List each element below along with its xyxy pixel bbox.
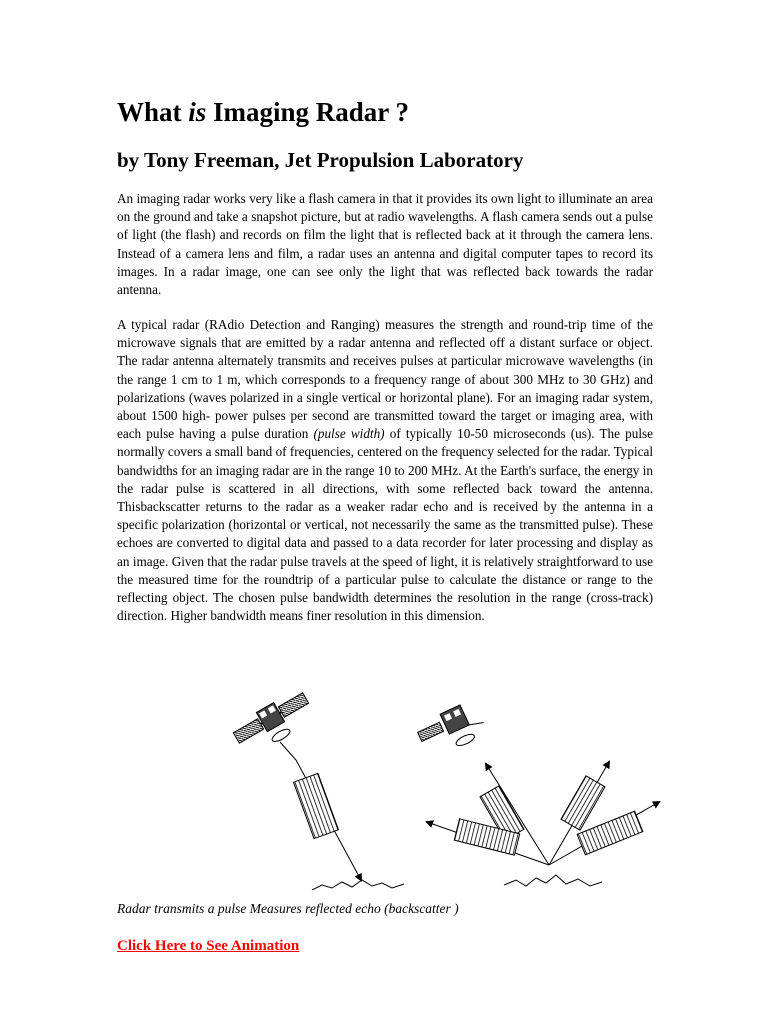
body-text-part2: of typically 10-50 microseconds (us). The pulse normally covers a small band of frequencies, centered on the frequency selected for the radar. Typical bandwidths for an imaging radar are in the range 10 to 200 MHz. At the Earth's surface, the energy in the radar pulse is scattered in all directions, with some reflected back toward the antenna. Thisbackscatter returns to the radar as a weaker radar echo and is received by the antenna in a specific polarization (horizontal or vertical, not necessarily the same as the transmitted pulse). These echoes are converted to digital data and passed to a data recorder for later processing and display as an image. Given that the radar pulse travels at the speed of light, it is relatively straightforward to use the measured time for the roundtrip of a particular pulse to calculate the distance or range to the reflecting object. The chosen pulse bandwidth determines the resolution in the range (cross-track) direction. Higher bandwidth means finer resolution in this dimension.	[117, 426, 653, 624]
radar-diagram	[224, 690, 664, 890]
body-text-emphasis: (pulse width)	[313, 426, 385, 442]
page-title	[117, 94, 677, 130]
figure-caption: Radar transmits a pulse Measures reflected echo (backscatter )	[117, 901, 459, 916]
satellite-icon	[230, 690, 317, 759]
title-text-pre: What	[117, 97, 189, 127]
title-text-emphasis: is	[188, 97, 207, 127]
title-text-post: Imaging Radar ?	[206, 97, 410, 127]
satellite-icon	[415, 699, 489, 760]
byline: by Tony Freeman, Jet Propulsion Laboratory	[117, 148, 524, 172]
body-paragraph	[117, 316, 653, 625]
intro-paragraph: An imaging radar works very like a flash camera in that it provides its own light to illuminate an area on the ground and take a snapshot picture, but at radio wavelengths. A flash camera sends out a pulse of light (the flash) and records on film the light that is reflected back at it through the camera lens. Instead of a camera lens and film, a radar uses an antenna and digital computer tapes to record its images. In a radar image, one can see only the light that was reflected back towards the radar antenna.	[117, 191, 653, 298]
body-text-part1: A typical radar (RAdio Detection and Ranging) measures the strength and round-trip time of the microwave signals that are emitted by a radar antenna and reflected off a distant surface or object. The radar antenna alternately transmits and receives pulses at particular microwave wavelengths (in the range 1 cm to 1 m, which corresponds to a frequency range of about 300 MHz to 30 GHz) and polarizations (waves polarized in a single vertical or horizontal plane). For an imaging radar system, about 1500 high- power pulses per second are transmitted toward the target or imaging area, with each pulse having a pulse duration	[117, 317, 653, 442]
ground-surface-icon	[504, 875, 602, 886]
radar-pulse-icon	[294, 760, 361, 880]
animation-link[interactable]: Click Here to See Animation	[117, 938, 300, 954]
ground-surface-icon	[312, 880, 404, 890]
reflected-echoes	[427, 762, 659, 865]
